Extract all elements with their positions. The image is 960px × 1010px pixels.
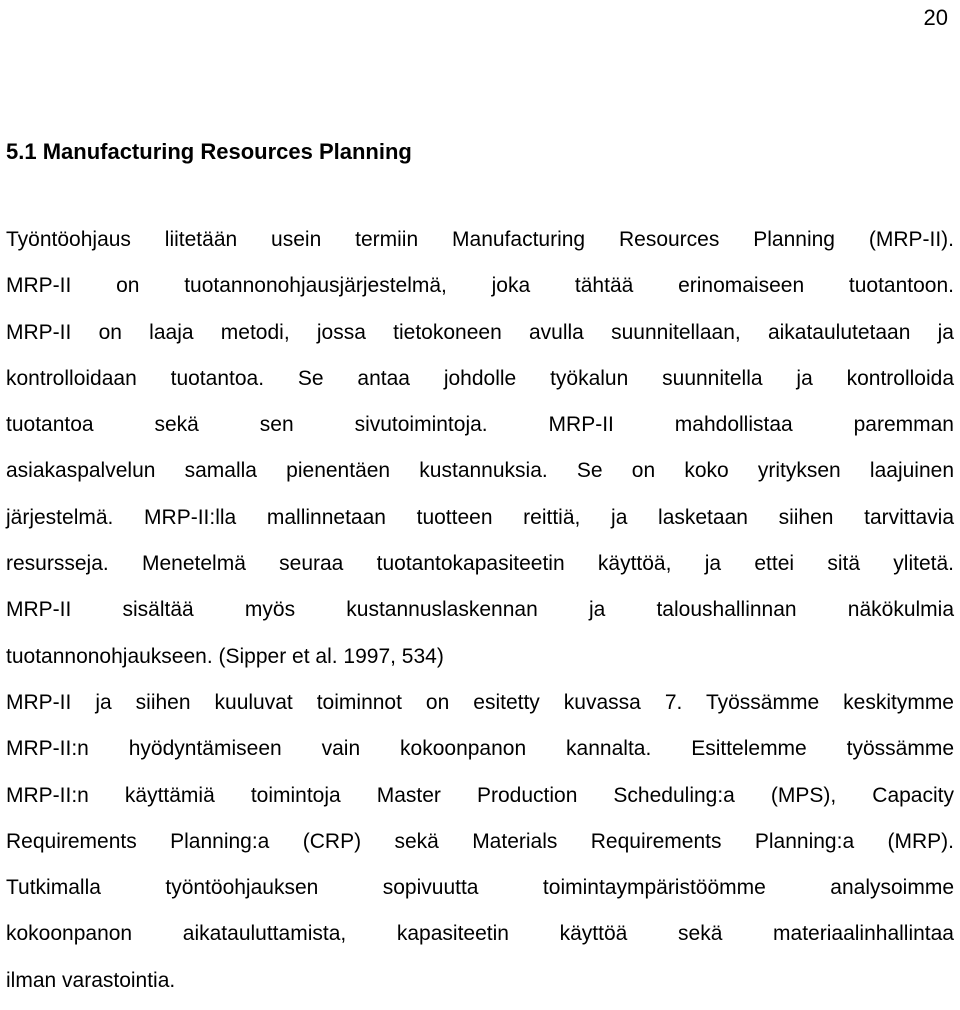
page-number: 20	[923, 5, 948, 30]
text-line: asiakaspalvelun samalla pienentäen kustannuksia. Se on koko yrityksen laajuinen	[6, 459, 954, 483]
text-line: MRP-II:n käyttämiä toimintoja Master Production Scheduling:a (MPS), Capacity	[6, 783, 954, 807]
text-line: tuotantoa sekä sen sivutoimintoja. MRP-II mahdollistaa paremman	[6, 413, 954, 437]
text-line: Tutkimalla työntöohjauksen sopivuutta toimintaympäristöömme analysoimme	[6, 876, 954, 900]
text-line: järjestelmä. MRP-II:lla mallinnetaan tuotteen reittiä, ja lasketaan siihen tarvittavia	[6, 505, 954, 529]
text-line: ilman varastointia.	[6, 968, 176, 992]
text-line: MRP-II on tuotannonohjausjärjestelmä, joka tähtää erinomaiseen tuotantoon.	[6, 274, 954, 298]
text-line: kokoonpanon aikatauluttamista, kapasiteetin käyttöä sekä materiaalinhallintaa	[6, 922, 954, 946]
text-line: kontrolloidaan tuotantoa. Se antaa johdolle työkalun suunnitella ja kontrolloida	[6, 366, 954, 390]
text-line: Työntöohjaus liitetään usein termiin Manufacturing Resources Planning (MRP-II).	[6, 228, 954, 251]
text-line: Requirements Planning:a (CRP) sekä Materials Requirements Planning:a (MRP).	[6, 829, 954, 853]
text-line: MRP-II on laaja metodi, jossa tietokoneen avulla suunnitellaan, aikataulutetaan ja	[6, 320, 954, 344]
text-line: MRP-II ja siihen kuuluvat toiminnot on esitetty kuvassa 7. Työssämme keskitymme	[6, 691, 954, 714]
text-line: MRP-II sisältää myös kustannuslaskennan ja taloushallinnan näkökulmia	[6, 598, 954, 622]
paragraph-mrp-ii-functions	[6, 686, 954, 1010]
text-line: resursseja. Menetelmä seuraa tuotantokapasiteetin käyttöä, ja ettei sitä ylitetä.	[6, 552, 954, 576]
text-line: tuotannonohjaukseen. (Sipper et al. 1997, 534)	[6, 644, 444, 668]
text-line: MRP-II:n hyödyntämiseen vain kokoonpanon kannalta. Esittelemme työssämme	[6, 737, 954, 761]
paragraph-mrp-ii-definition	[6, 223, 954, 686]
section-heading: 5.1 Manufacturing Resources Planning	[6, 139, 412, 164]
